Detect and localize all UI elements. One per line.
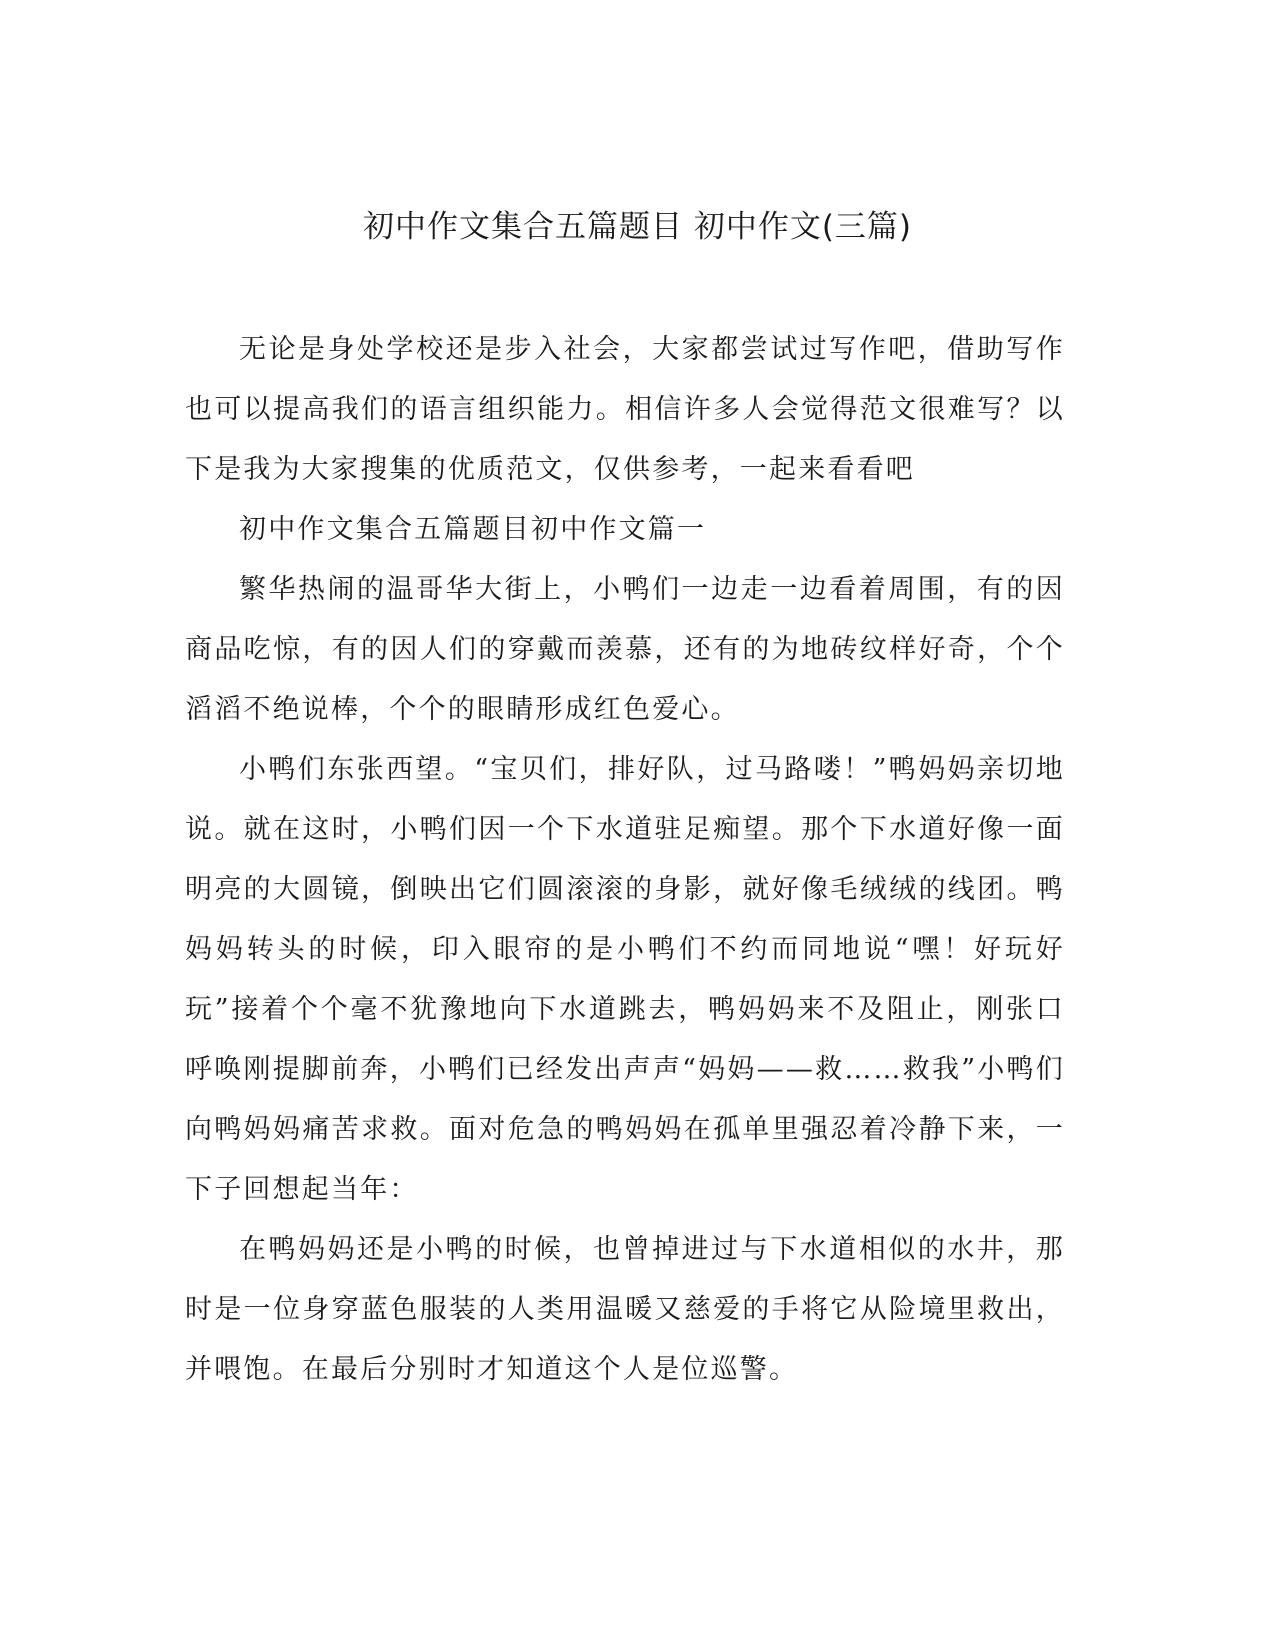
body-paragraph: 小鸭们东张西望。“宝贝们，排好队，过马路喽！”鸭妈妈亲切地说。就在这时，小鸭们因一个下水道驻足痴望。那个下水道好像一面明亮的大圆镜，倒映出它们圆滚滚的身影，就好像毛绒绒的线团。鸭妈妈转头的时候，印入眼帘的是小鸭们不约而同地说“嘿！好玩好玩”接着个个毫不犹豫地向下水道跳去，鸭妈妈来不及阻止，刚张口呼唤刚提脚前奔，小鸭们已经发出声声“妈妈——救……救我”小鸭们向鸭妈妈痛苦求救。面对危急的鸭妈妈在孤单里强忍着冷静下来，一下子回想起当年：	[185, 754, 1065, 1205]
body-paragraph: 繁华热闹的温哥华大街上，小鸭们一边走一边看着周围，有的因商品吃惊，有的因人们的穿戴而羡慕，还有的为地砖纹样好奇，个个滔滔不绝说棒，个个的眼睛形成红色爱心。	[185, 574, 1065, 725]
body-paragraph: 在鸭妈妈还是小鸭的时候，也曾掉进过与下水道相似的水井，那时是一位身穿蓝色服装的人类用温暖又慈爱的手将它从险境里救出，并喂饱。在最后分别时才知道这个人是位巡警。	[185, 1234, 1065, 1385]
section-heading: 初中作文集合五篇题目初中作文篇一	[239, 514, 707, 545]
document-body	[185, 320, 1065, 1400]
intro-paragraph: 无论是身处学校还是步入社会，大家都尝试过写作吧，借助写作也可以提高我们的语言组织能力。相信许多人会觉得范文很难写？以下是我为大家搜集的优质范文，仅供参考，一起来看看吧	[185, 334, 1065, 485]
document-title: 初中作文集合五篇题目 初中作文(三篇)	[362, 209, 913, 245]
